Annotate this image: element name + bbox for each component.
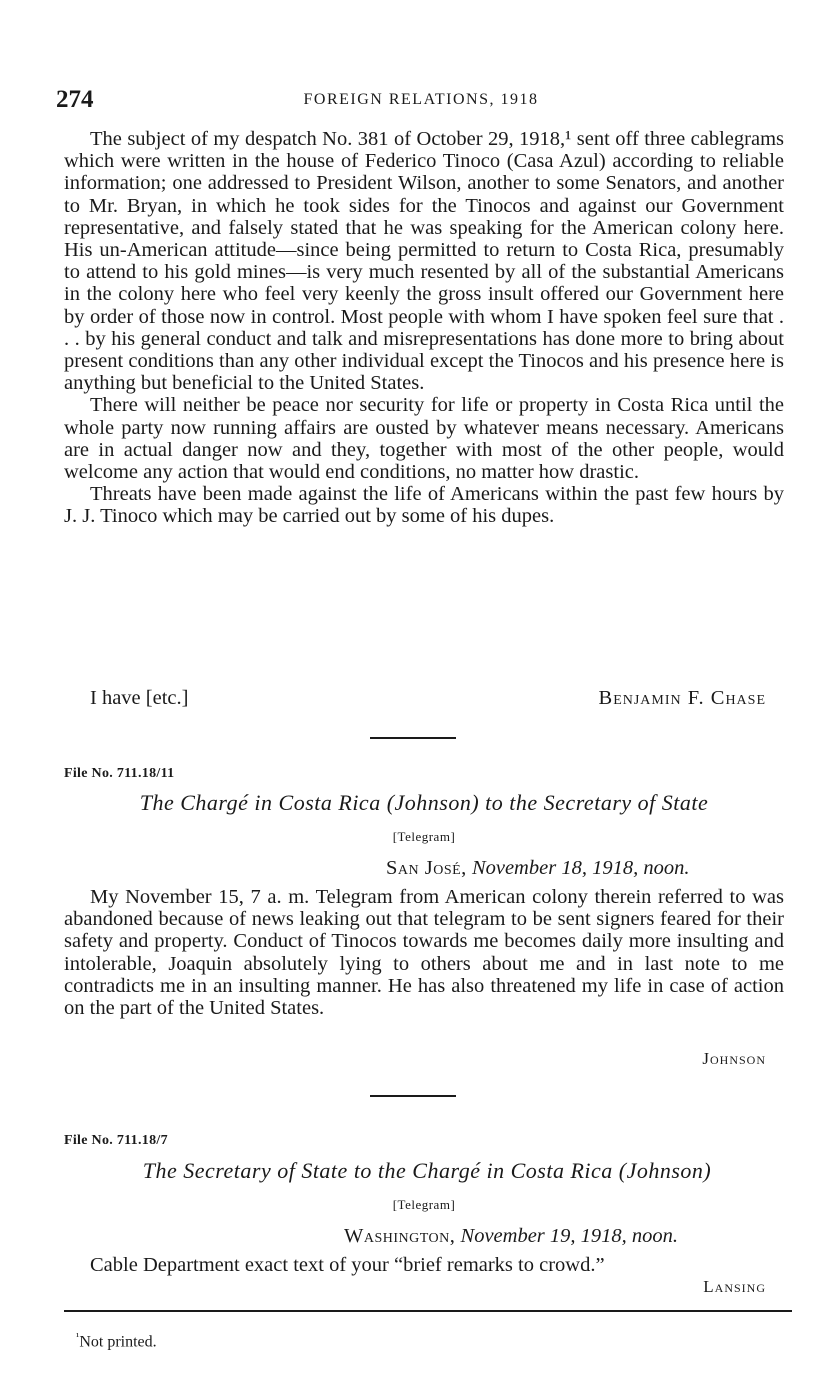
telegram-label: [Telegram] (392, 829, 456, 844)
telegram-body (64, 886, 784, 1019)
closing-line (64, 687, 766, 711)
section-divider (370, 1095, 456, 1097)
file-number: File No. 711.18/11 (64, 766, 175, 781)
document-title: The Chargé in Costa Rica (Johnson) to the Secretary of State (139, 790, 709, 815)
dateline-date: November 19, 1918, noon. (460, 1225, 679, 1247)
section-divider (370, 737, 456, 739)
page-header (56, 86, 786, 116)
file-number: File No. 711.18/7 (64, 1133, 168, 1148)
telegram-body (64, 1254, 784, 1276)
footnote (76, 1331, 157, 1351)
footnote-mark: ¹ (76, 1331, 80, 1343)
signature-chase: Benjamin F. Chase (598, 687, 766, 709)
telegram-label: [Telegram] (392, 1197, 456, 1212)
signature-lansing: Lansing (703, 1277, 766, 1296)
document-title: The Secretary of State to the Chargé in Costa Rica (Johnson) (142, 1158, 712, 1183)
paragraph: Cable Department exact text of your “brief remarks to crowd.” (90, 1254, 605, 1276)
dateline (344, 1225, 678, 1248)
paragraph: My November 15, 7 a. m. Telegram from American colony therein referred to was abandoned because of news leaking out that telegram to be sent signers feared for their safety and property. Conduct of Tinocos towards me becomes daily more insulting and intolerable, Joaquin absolutely lying to others about me and in last note to me contradicts me in an insulting manner. He has also threatened my life in case of action on the part of the United States. (64, 886, 784, 1020)
despatch-body (64, 128, 784, 528)
paragraph: The subject of my despatch No. 381 of October 29, 1918,¹ sent off three cablegrams which were written in the house of Federico Tinoco (Casa Azul) according to reliable information; one addressed to President Wilson, another to some Senators, and another to Mr. Bryan, in which he took sides for the Tinocos and against our Government representative, and falsely stated that he was speaking for the American colony here. His un-American attitude—since being permitted to return to Costa Rica, presumably to attend to his gold mines—is very much resented by all of the substantial Americans in the colony here who feel very keenly the gross insult offered our Government here by order of those now in control. Most people with whom I have spoken feel sure that . . . by his general conduct and talk and misrepresentations has done more to bring about present conditions than any other individual except the Tinocos and his presence here is anything but beneficial to the United States. (64, 128, 784, 395)
running-head: FOREIGN RELATIONS, 1918 (303, 91, 539, 108)
paragraph: Threats have been made against the life of Americans within the past few hours by J. J. Tinoco which may be carried out by some of his dupes. (64, 483, 784, 528)
paragraph: There will neither be peace nor security for life or property in Costa Rica until the whole party now running affairs are ousted by whatever means necessary. Americans are in actual danger now and they, together with most of the other people, would welcome any action that would end conditions, no matter how drastic. (64, 394, 784, 484)
footnote-rule (64, 1310, 792, 1312)
dateline-date: November 18, 1918, noon. (471, 857, 690, 879)
footnote-text: Not printed. (79, 1333, 157, 1351)
dateline-place: Washington, (344, 1225, 456, 1247)
dateline-place: San José, (386, 857, 467, 879)
closing-text: I have [etc.] (90, 687, 189, 709)
signature-johnson: Johnson (702, 1049, 766, 1068)
dateline (386, 857, 689, 880)
page-number: 274 (56, 86, 94, 113)
